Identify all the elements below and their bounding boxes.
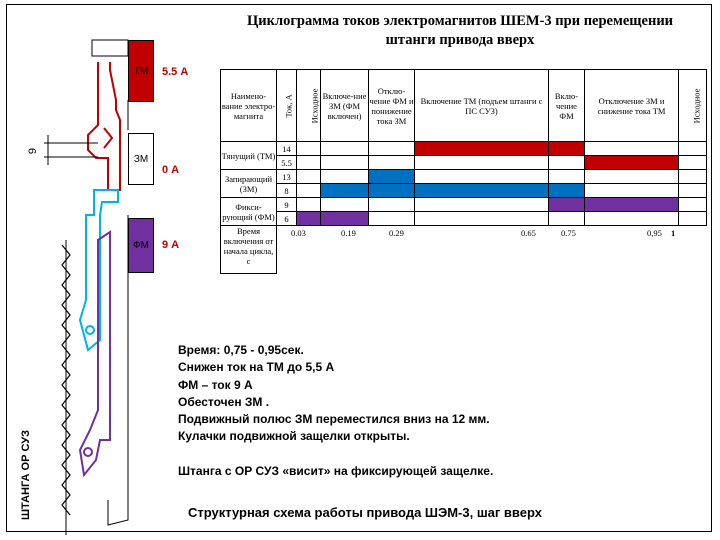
page-title: Циклограмма токов электромагнитов ШЕМ-3 при перемещении штанги привода вверх <box>246 13 674 48</box>
note-line: Обесточен ЗМ . <box>178 394 270 409</box>
table-header <box>221 70 707 142</box>
bar-zm-low-3 <box>415 184 549 198</box>
note-line <box>178 446 493 463</box>
zm-current: 0 А <box>162 164 180 176</box>
time-tick: 0.19 <box>341 228 356 238</box>
fixing-purple <box>80 232 110 475</box>
table-row <box>221 198 707 212</box>
row-current: 9 <box>277 198 297 212</box>
fm-current: 9 А <box>162 239 180 251</box>
row-current: 8 <box>277 184 297 198</box>
footer-caption: Структурная схема работы привода ШЭМ-3, шаг вверх <box>188 505 542 520</box>
cyclogram-table <box>220 69 707 274</box>
time-tick: 0.75 <box>561 228 576 238</box>
row-current: 6 <box>277 212 297 226</box>
time-tick: 0.03 <box>291 228 306 238</box>
time-label: Время включения от начала цикла, с <box>221 226 277 274</box>
coil-fm: ФМ <box>128 218 154 273</box>
header-phase-6: Исходное <box>691 88 702 123</box>
bar-zm-high <box>369 170 415 184</box>
note-line: Штанга с ОР СУЗ «висит» на фиксирующей защелке. <box>178 463 494 478</box>
header-name: Наимено-вание электро-магнита <box>221 70 277 142</box>
coil-zm: ЗМ <box>128 133 154 185</box>
time-tick: 1 <box>671 228 676 238</box>
bar-tm-low <box>585 156 679 170</box>
bar-fm-high-1 <box>549 198 585 212</box>
header-phase-5: Отключение ЗМ и снижение тока ТМ <box>585 70 679 142</box>
table-row <box>221 142 707 156</box>
time-tick: 0,95 <box>647 228 662 238</box>
note-line: Кулачки подвижной защелки открыты. <box>178 429 410 444</box>
time-row <box>221 226 707 274</box>
bar-fm-low-1 <box>297 212 321 226</box>
table-row <box>221 156 707 170</box>
row-label-fm: Фикси-рующий (ФМ) <box>221 198 277 226</box>
row-label-zm: Запирающий (ЗМ) <box>221 170 277 198</box>
note-line: Время: 0,75 - 0,95сек. <box>178 343 304 357</box>
traction-pole <box>88 62 120 190</box>
row-label-tm: Тянущий (ТМ) <box>221 142 277 170</box>
bar-fm-low-2 <box>321 212 369 226</box>
bar-tm-high <box>415 142 549 156</box>
bar-zm-low-4 <box>549 184 585 198</box>
header-phase-2: Отклю-чение ФМ и понижение тока ЗМ <box>369 70 415 142</box>
header-phase-0: Исходное <box>309 88 320 123</box>
bar-fm-high-2 <box>585 198 679 212</box>
coil-tm: ТМ <box>128 40 154 102</box>
bar-tm-high-2 <box>549 142 585 156</box>
bar-zm-low-2 <box>369 184 415 198</box>
row-current: 5.5 <box>277 156 297 170</box>
time-tick: 0.29 <box>389 228 404 238</box>
rod-label: ШТАНГА ОР СУЗ <box>20 430 32 520</box>
dimension-label: 9 <box>27 147 40 155</box>
row-current: 14 <box>277 142 297 156</box>
note-line: Подвижный полюс ЗМ переместился вниз на 12 мм. <box>178 412 490 427</box>
row-current: 13 <box>277 170 297 184</box>
bar-zm-low-1 <box>321 184 369 198</box>
header-phase-1: Включе-ние ЗМ (ФМ включен) <box>321 70 369 142</box>
header-phase-4: Вклю-чение ФМ <box>549 70 585 142</box>
table-row <box>221 170 707 184</box>
note-line: Снижен ток на ТМ до 5,5 А <box>178 360 335 375</box>
header-current: Ток, А <box>283 93 294 118</box>
tm-current: 5.5 А <box>162 66 189 78</box>
table-row <box>221 184 707 198</box>
note-line: ФМ – ток 9 А <box>178 377 253 392</box>
table-row <box>221 212 707 226</box>
header-phase-3: Включение ТМ (подъем штанги с ПС СУЗ) <box>415 70 549 142</box>
time-tick: 0.65 <box>521 228 536 238</box>
notes-block <box>178 342 493 480</box>
